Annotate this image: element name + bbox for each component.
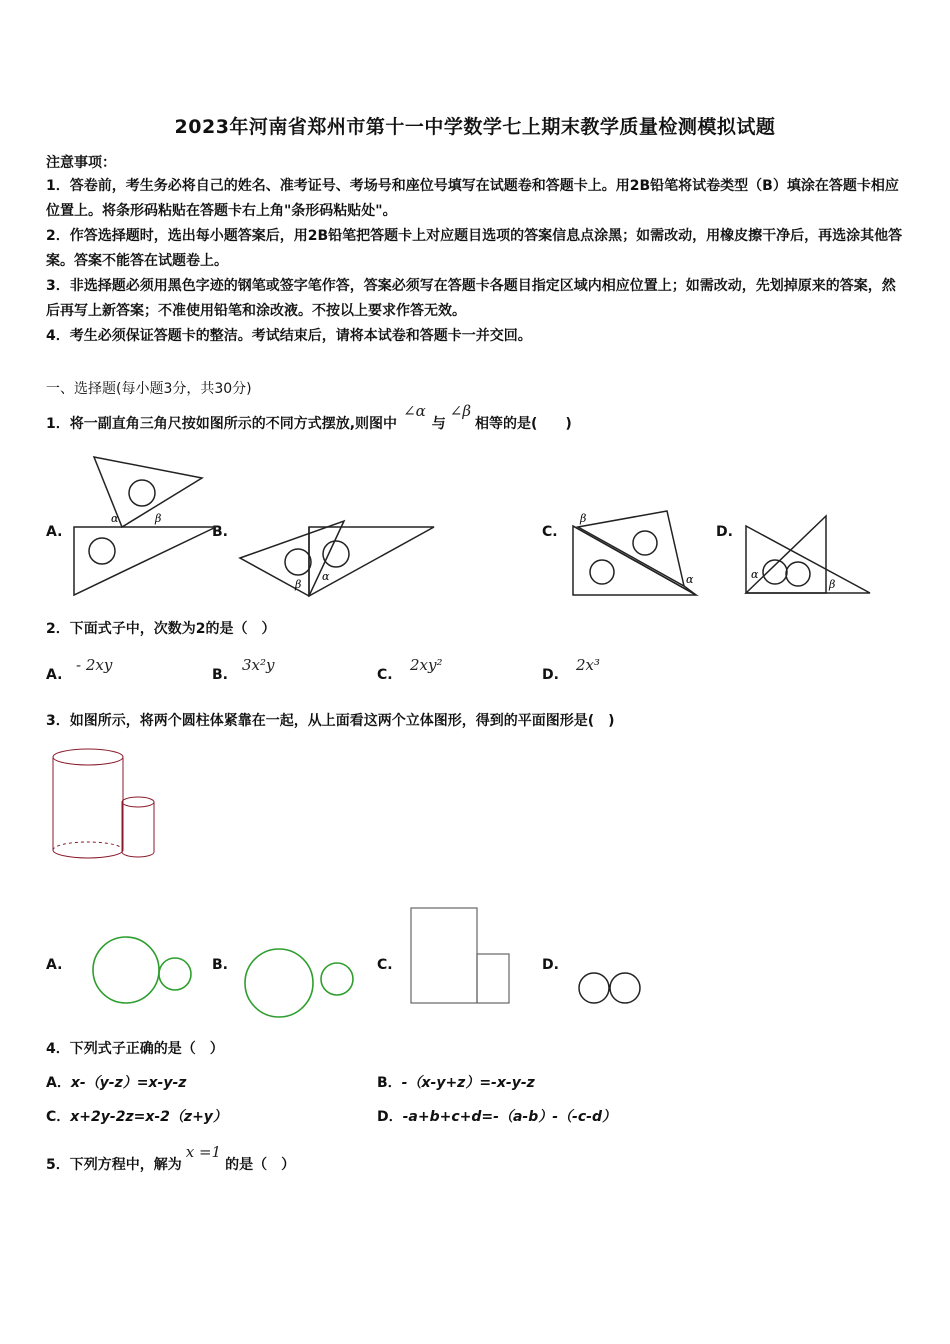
q1-prefix: 1．将一副直角三角尺按如图所示的不同方式摆放,则图中 [46,416,398,432]
q3-a-large-circle [93,937,159,1003]
q3-b-small-circle [321,963,353,995]
q2-option-a[interactable]: A. [46,667,63,683]
q1-beta: ∠β [449,402,472,420]
q4-option-b-expr: -（x-y+z）=-x-y-z [401,1075,535,1091]
q5-suffix: 的是（ ） [225,1157,296,1173]
q5-expr: x =1 [185,1143,222,1161]
q1-option-d[interactable]: D. [716,524,733,540]
q4-option-a-label: A． [46,1075,71,1091]
q1-b-alpha-label: α [322,570,330,583]
q2-option-b[interactable]: B. [212,667,228,683]
q3-a-small-circle [159,958,191,990]
q1-mid: 与 [431,416,446,432]
q4-option-d[interactable] [377,1108,616,1126]
q1-suffix: 相等的是( ) [475,416,572,432]
q1-d-alpha-label: α [751,568,759,581]
q3-option-a[interactable]: A. [46,957,63,973]
q3-d-right-circle [610,973,640,1003]
q4-option-d-label: D． [377,1109,403,1125]
q2-option-b-expr: 3x²y [242,656,275,674]
q4-option-c[interactable] [46,1108,227,1126]
q1-option-b[interactable]: B. [212,524,228,540]
q3-d-left-circle [579,973,609,1003]
page-title: 2023年河南省郑州市第十一中学数学七上期末教学质量检测模拟试题 [174,116,776,138]
q1-alpha: ∠α [403,402,426,420]
q2-stem: 2．下面式子中，次数为2的是（ ） [46,621,276,637]
q1-option-a[interactable]: A. [46,524,63,540]
q4-option-a[interactable] [46,1074,186,1092]
q3-option-b[interactable]: B. [212,957,228,973]
q3-c-large-rect [411,908,477,1003]
q4-option-c-label: C． [46,1109,71,1125]
q1-b-beta-label: β [295,578,302,591]
section-heading: 一、选择题(每小题3分，共30分) [46,381,252,397]
q3-stem: 3．如图所示，将两个圆柱体紧靠在一起，从上面看这两个立体图形，得到的平面图形是( ) [46,713,615,729]
q3-option-c[interactable]: C. [377,957,393,973]
notice-item-4: 4．考生必须保证答题卡的整洁。考试结束后，请将本试卷和答题卡一并交回。 [46,328,532,344]
q5-stem [46,1143,296,1174]
notice-item-2: 2．作答选择题时，选出每小题答案后，用2B铅笔把答题卡上对应题目选项的答案信息点涂黑；如需改动，用橡皮擦干净后，再选涂其他答案。答案不能答在试题卷上。 [46,228,903,269]
q3-c-small-rect [477,954,509,1003]
q2-option-c-expr: 2xy² [410,656,443,674]
notice-heading: 注意事项： [46,155,116,171]
q2-option-a-expr: - 2xy [76,656,113,674]
q2-option-c[interactable]: C. [377,667,393,683]
q3-option-d[interactable]: D. [542,957,559,973]
q1-c-alpha-label: α [686,573,694,586]
q4-stem: 4．下列式子正确的是（ ） [46,1041,224,1057]
q2-option-d-expr: 2x³ [576,656,601,674]
q1-d-beta-label: β [829,578,836,591]
notice-item-3: 3．非选择题必须用黑色字迹的钢笔或签字笔作答，答案必须写在答题卡各题目指定区域内相应位置上；如需改动，先划掉原来的答案，然后再写上新答案；不准使用铅笔和涂改液。不按以上要求作答无效。 [46,278,896,319]
q4-option-b-label: B． [377,1075,402,1091]
notice-item-1: 1．答卷前，考生务必将自己的姓名、准考证号、考场号和座位号填写在试题卷和答题卡上。用2B铅笔将试卷类型（B）填涂在答题卡相应位置上。将条形码粘贴在答题卡右上角"条形码粘贴处"。 [46,178,899,219]
q3-b-large-circle [245,949,313,1017]
q1-a-alpha-label: α [111,512,119,525]
q2-option-d[interactable]: D. [542,667,559,683]
q4-option-b[interactable] [377,1074,535,1092]
q4-option-c-expr: x+2y-2z=x-2（z+y） [70,1109,227,1125]
q5-prefix: 5．下列方程中，解为 [46,1157,182,1173]
q4-option-a-expr: x-（y-z）=x-y-z [70,1075,187,1091]
q1-c-beta-label: β [580,512,587,525]
q1-a-beta-label: β [155,512,162,525]
q1-option-c[interactable]: C. [542,524,558,540]
q4-option-d-expr: -a+b+c+d=-（a-b）-（-c-d） [402,1109,616,1125]
